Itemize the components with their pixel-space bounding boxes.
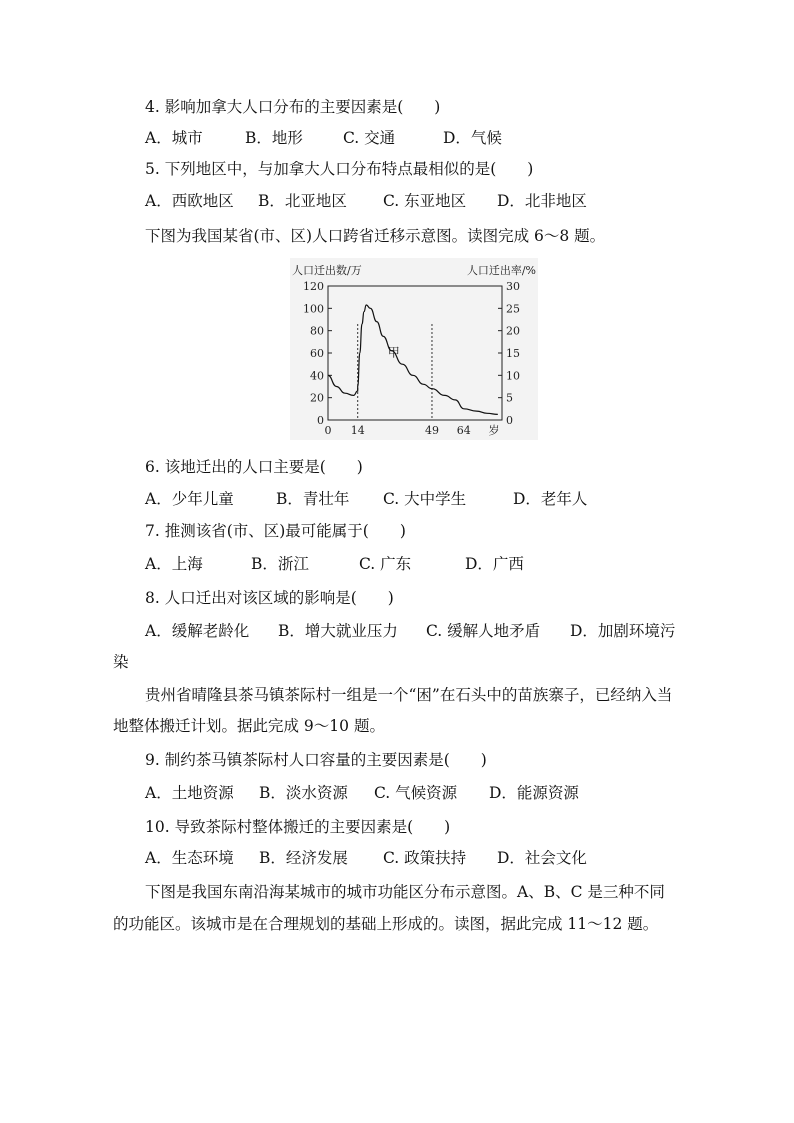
option-c[interactable]: C. 缓解人地矛盾 [426,622,541,640]
question-stem: 9. 制约茶马镇茶际村人口容量的主要因素是( ) [145,751,487,769]
left-tick-label: 120 [303,280,324,293]
region-label: 甲 [387,345,400,360]
option-a[interactable]: A．土地资源 [145,784,234,802]
x-tick-label: 14 [350,424,365,437]
option-d[interactable]: D．老年人 [513,490,588,508]
option-b[interactable]: B．淡水资源 [259,784,348,802]
option-b[interactable]: B．北亚地区 [258,192,347,210]
option-d[interactable]: D．社会文化 [497,849,587,867]
passage-chart-intro: 下图为我国某省(市、区)人口跨省迁移示意图。读图完成 6～8 题。 [145,227,606,245]
right-axis-title: 人口迁出率/% [466,264,536,277]
migration-chart [290,258,538,440]
right-tick-label: 15 [506,347,520,360]
option-d[interactable]: D．广西 [465,555,524,573]
option-a[interactable]: A．生态环境 [145,849,234,867]
option-b[interactable]: B．青壮年 [276,490,350,508]
x-tick-label: 0 [324,424,332,437]
question-stem: 7. 推测该省(市、区)最可能属于( ) [145,522,406,540]
left-tick-label: 20 [310,391,324,405]
chart-background [290,258,538,440]
left-axis-title: 人口迁出数/万 [292,264,362,277]
option-a[interactable]: A．缓解老龄化 [145,622,250,640]
question-stem: 8. 人口迁出对该区域的影响是( ) [145,589,394,607]
question-stem: 4. 影响加拿大人口分布的主要因素是( ) [145,98,441,116]
option-a[interactable]: A．城市 [145,129,203,147]
question-stem: 5. 下列地区中，与加拿大人口分布特点最相似的是( ) [145,160,534,178]
option-c[interactable]: C. 气候资源 [374,784,458,802]
option-b[interactable]: B．经济发展 [259,849,348,867]
passage-city-line1: 下图是我国东南沿海某城市的城市功能区分布示意图。A、B、C 是三种不同 [145,883,665,901]
option-a[interactable]: A．西欧地区 [145,192,234,210]
left-tick-label: 100 [303,302,324,316]
question-stem: 10. 导致茶际村整体搬迁的主要因素是( ) [145,818,451,836]
left-tick-label: 60 [310,347,324,360]
question-stem: 6. 该地迁出的人口主要是( ) [145,458,363,476]
x-axis-unit: 岁 [488,424,500,437]
passage-village-line1: 贵州省晴隆县茶马镇茶际村一组是一个“困”在石头中的苗族寨子，已经纳入当 [145,686,673,704]
passage-village-line2: 地整体搬迁计划。据此完成 9～10 题。 [113,717,385,735]
passage-city-line2: 的功能区。该城市是在合理规划的基础上形成的。读图，据此完成 11～12 题。 [113,915,659,933]
right-tick-label: 10 [506,369,520,383]
option-c[interactable]: C. 东亚地区 [383,192,467,210]
option-d[interactable]: D．加剧环境污 [570,622,676,640]
option-a[interactable]: A．少年儿童 [145,490,234,508]
option-d-wrap: 染 [113,653,129,671]
option-b[interactable]: B．地形 [245,129,303,147]
option-b[interactable]: B．浙江 [251,555,309,573]
option-c[interactable]: C. 大中学生 [383,490,467,508]
option-c[interactable]: C. 政策扶持 [383,849,467,867]
left-tick-label: 40 [310,369,324,383]
left-tick-label: 80 [310,324,324,338]
option-d[interactable]: D．气候 [443,129,502,147]
right-tick-label: 5 [506,391,513,405]
right-tick-label: 20 [506,324,520,338]
option-c[interactable]: C. 交通 [343,129,396,147]
option-a[interactable]: A．上海 [145,555,203,573]
option-b[interactable]: B．增大就业压力 [278,622,398,640]
option-d[interactable]: D．北非地区 [497,192,587,210]
right-tick-label: 30 [506,280,520,293]
option-c[interactable]: C. 广东 [359,555,412,573]
right-tick-label: 25 [506,302,520,316]
option-d[interactable]: D．能源资源 [489,784,579,802]
left-tick-label: 0 [317,414,324,427]
x-tick-label: 64 [456,424,471,437]
right-tick-label: 0 [506,414,513,427]
x-tick-label: 49 [424,424,439,437]
